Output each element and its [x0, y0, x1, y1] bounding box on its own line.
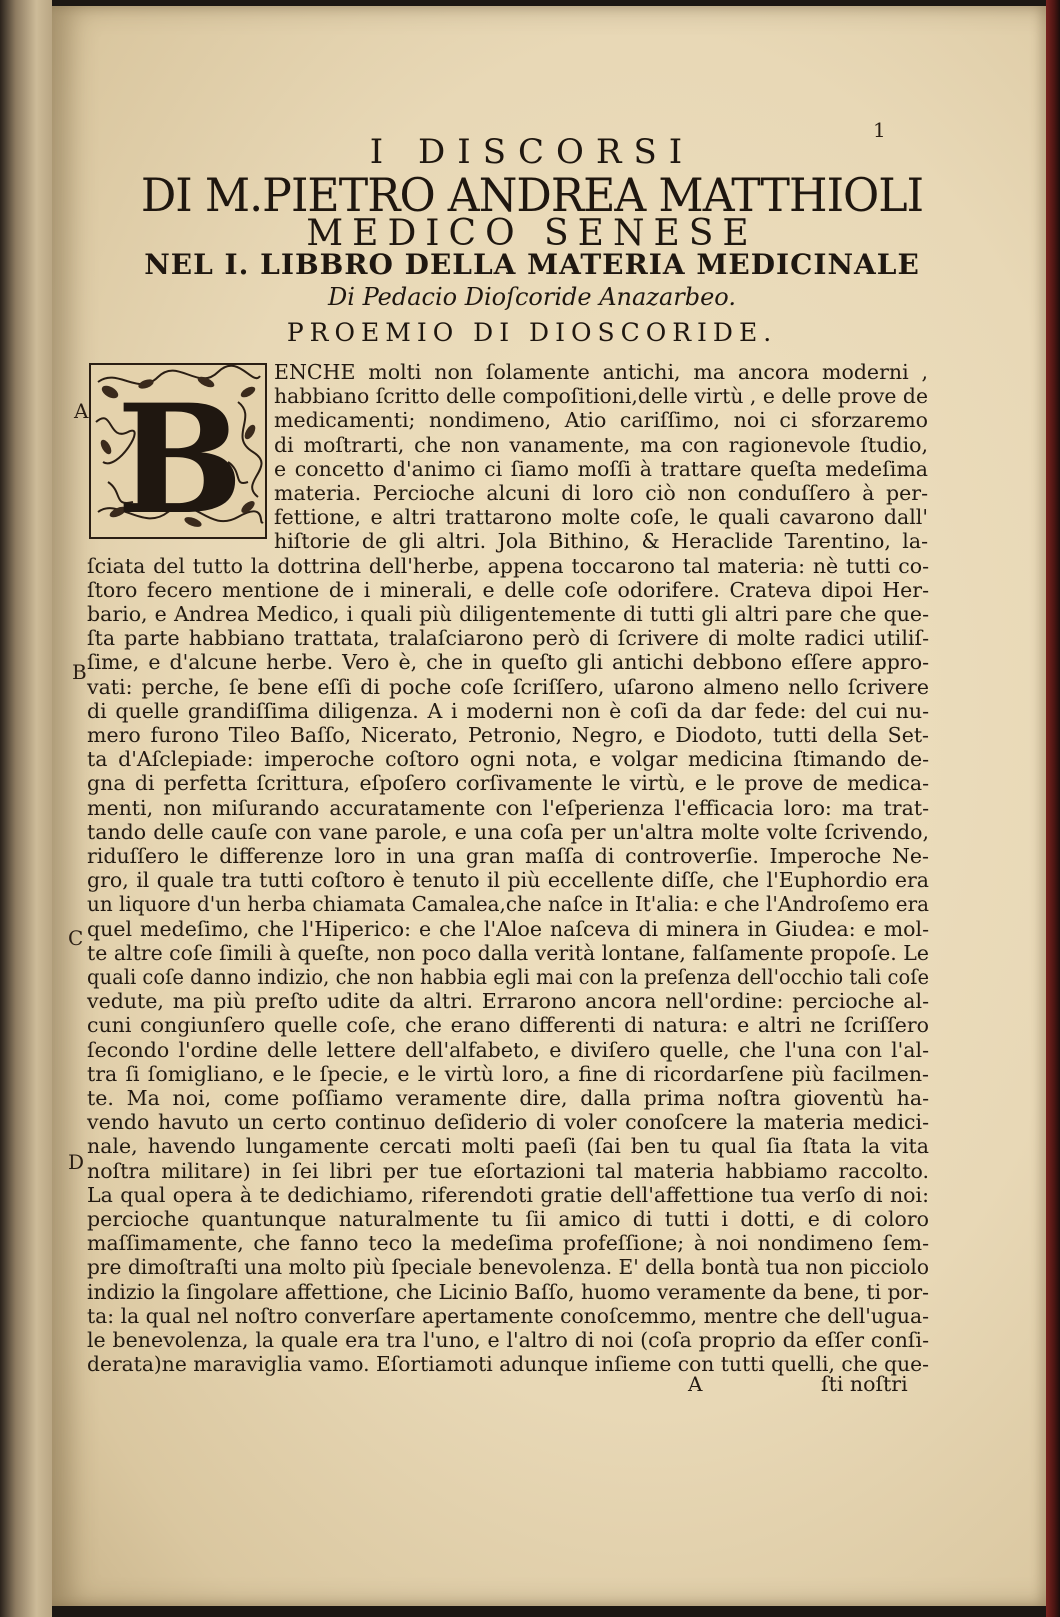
signature-mark: A	[688, 1372, 703, 1396]
body-line: te. Ma noi, come poſſiamo veramente dire, dalla prima noſtra gioventù ha-	[87, 1086, 929, 1110]
body-line: ſtoro fecero mentione de i minerali, e delle coſe odorifere. Crateva dipoi Her-	[87, 577, 929, 602]
body-line: tra ſi ſomigliano, e le ſpecie, e le virtù loro, a fine di ricordarſene più facilmen-	[87, 1061, 929, 1086]
initial-letter: B	[116, 372, 244, 540]
body-line: le benevolenza, la quale era tra l'uno, e l'altro di noi (coſa proprio da eſſer conſi-	[87, 1328, 929, 1352]
margin-letter-a: A	[74, 399, 89, 423]
page-number: 1	[873, 118, 886, 142]
body-line: menti, non miſurando accuratamente con l'eſperienza l'efficacia loro: ma trat-	[87, 795, 929, 820]
body-line: quel medeſimo, che l'Hiperico: e che l'Aloe naſceva di minera in Giudea: e mol-	[87, 916, 929, 941]
body-line: quali coſe danno indizio, che non habbia egli mai con la preſenza dell'occhio tali coſe	[87, 965, 929, 989]
body-line: ſciata del tutto la dottrina dell'herbe, appena toccarono tal materia: nè tutti co-	[87, 553, 929, 578]
body-line: hiſtorie de gli altri. Jola Bithino, & Heraclide Tarentino, la-	[274, 529, 928, 554]
body-line: pre dimoſtraſti una molto più ſpeciale benevolenza. E' della bontà tua non picciolo	[87, 1255, 929, 1280]
body-line: indizio la ſingolare affettione, che Licinio Baſſo, huomo veramente da bene, ti por-	[87, 1279, 929, 1304]
body-line: medicamenti; nondimeno, Atio cariſſimo, noi ci sforzaremo	[274, 408, 928, 433]
body-line: di quelle grandiſſima diligenza. A i moderni non è coſi da dar fede: del cui nu-	[87, 698, 929, 723]
catchword: ſti noſtri	[821, 1372, 908, 1396]
heading-line-5: Di Pedacio Dioſcoride Anazarbeo.	[328, 283, 736, 311]
body-line: bario, e Andrea Medico, i quali più diligentemente di tutti gli altri pare che que-	[87, 602, 929, 626]
heading-line-3: MEDICO SENESE	[306, 213, 758, 254]
body-line: ENCHE molti non ſolamente antichi, ma ancora moderni ,	[274, 360, 928, 384]
body-line: vendo havuto un certo continuo deſiderio di voler conoſcere la materia medici-	[87, 1110, 929, 1135]
body-line: fettione, e altri trattarono molte coſe, le quali cavarono dall'	[274, 505, 928, 530]
margin-letter-c: C	[68, 926, 84, 950]
body-line: gna di perfetta ſcrittura, eſpoſero corſivamente le virtù, e le prove de medica-	[87, 771, 929, 796]
page-edge	[1046, 0, 1060, 1617]
body-line: maſſimamente, che fanno teco la medeſima profeſſione; à noi nondimeno ſem-	[87, 1231, 929, 1256]
body-line: materia. Percioche alcuni di loro ciò non conduſſero à per-	[274, 481, 928, 505]
body-line: La qual opera à te dedichiamo, riferendoti gratie dell'affettione tua verſo di noi:	[87, 1182, 929, 1207]
body-line: percioche quantunque naturalmente tu ſii amico di tutti i dotti, e di coloro	[87, 1207, 929, 1231]
previous-page-edge	[0, 0, 52, 1617]
heading-line-4: NEL I. LIBBRO DELLA MATERIA MEDICINALE	[144, 248, 920, 281]
body-line: nale, havendo lungamente cercati molti paeſi (ſai ben tu qual ſia ſtata la vita	[87, 1134, 929, 1159]
body-line: derata)ne maraviglia vamo. Eſortiamoti adunque inſieme con tutti quelli, che que-	[87, 1352, 929, 1377]
body-line: un liquore d'un herba chiamata Camalea,che naſce in It'alia: e che l'Androſemo era	[87, 892, 929, 917]
body-line: tando delle cauſe con vane parole, e una coſa per un'altra molte volte ſcrivendo,	[87, 819, 929, 844]
heading-line-1: I DISCORSI	[369, 132, 695, 172]
body-line: cuni congiunſero quelle coſe, che erano differenti di natura: e altri ne ſcriſſero	[87, 1013, 929, 1038]
body-line: vedute, ma più preſto udite da altri. Errarono ancora nell'ordine: percioche al-	[87, 989, 929, 1014]
heading-line-2: DI M.PIETRO ANDREA MATTHIOLI	[140, 168, 924, 222]
body-line: ſta parte habbiano trattata, tralaſciarono però di ſcrivere di molte radici utiliſ-	[87, 626, 929, 651]
body-line: mero furono Tileo Baſſo, Nicerato, Petronio, Negro, e Diodoto, tutti della Set-	[87, 723, 929, 747]
decorated-initial	[88, 362, 268, 540]
body-line: ta d'Aſclepiade: imperoche coſtoro ogni nota, e volgar medicina ſtimando de-	[87, 747, 929, 772]
body-line: noſtra militare) in ſei libri per tue eſortazioni tal materia habbiamo raccolto.	[87, 1158, 929, 1183]
margin-letter-b: B	[72, 660, 87, 684]
margin-letter-d: D	[68, 1150, 85, 1174]
body-line: vati: perche, ſe bene eſſi di poche coſe ſcriſſero, uſarono almeno nello ſcrivere	[87, 674, 929, 699]
body-line: ta: la qual nel noſtro converſare apertamente conoſcemmo, mentre che dell'ugua-	[87, 1303, 929, 1328]
body-line: riduſſero le differenze loro in una gran maſſa di controverſie. Imperoche Ne-	[87, 844, 929, 868]
body-line: ſime, e d'alcune herbe. Vero è, che in queſto gli antichi debbono eſſere appro-	[87, 650, 929, 675]
body-line: ſecondo l'ordine delle lettere dell'alfabeto, e diviſero quelle, che l'una con l'al-	[87, 1037, 929, 1062]
section-title: PROEMIO DI DIOSCORIDE.	[286, 318, 778, 347]
body-line: di moſtrarti, che non vanamente, ma con ragionevole ſtudio,	[274, 432, 928, 457]
body-line: habbiano ſcritto delle compoſitioni,delle virtù , e delle prove de	[274, 384, 928, 409]
body-line: te altre coſe ſimili à queſte, non poco dalla verità lontane, falſamente propoſe. Le	[87, 940, 929, 965]
body-line: e concetto d'animo ci ſiamo moſſi à trattare queſta medeſima	[274, 456, 928, 481]
body-line: gro, il quale tra tutti coſtoro è tenuto il più eccellente diſſe, che l'Euphordio era	[87, 868, 929, 893]
